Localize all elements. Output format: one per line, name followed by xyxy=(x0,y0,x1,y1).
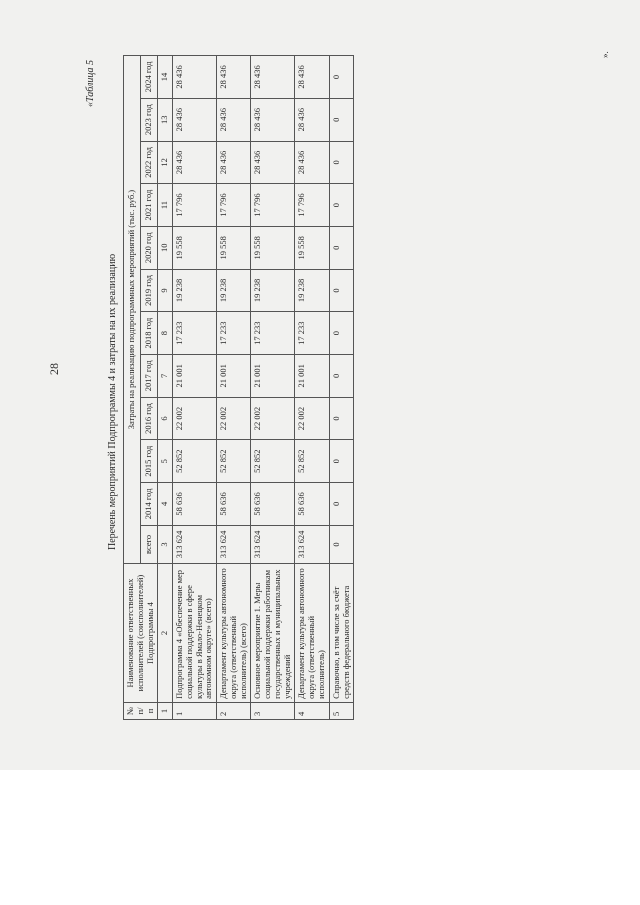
closing-quote: ». xyxy=(600,51,610,58)
index-cell: 5 xyxy=(158,440,173,483)
cell-value: 313 624 xyxy=(251,525,295,563)
table-caption: Перечень мероприятий Подпрограммы 4 и затраты на их реализацию xyxy=(107,253,118,550)
index-cell: 1 xyxy=(158,702,173,719)
index-cell: 9 xyxy=(158,269,173,312)
cell-value: 58 636 xyxy=(173,483,217,526)
header-year: 2021 год xyxy=(141,184,158,227)
index-cell: 8 xyxy=(158,312,173,355)
cell-value: 19 558 xyxy=(295,226,329,269)
cell-value: 52 852 xyxy=(295,440,329,483)
cell-value: 28 436 xyxy=(295,141,329,184)
cell-value: 21 001 xyxy=(217,354,251,397)
cost-table xyxy=(123,55,354,720)
cell-value: 21 001 xyxy=(295,354,329,397)
row-name: Департамент культуры автономного округа (ответственный исполнитель) xyxy=(295,564,329,703)
cell-value: 28 436 xyxy=(217,141,251,184)
cell-value: 19 238 xyxy=(251,269,295,312)
cell-value: 28 436 xyxy=(295,56,329,99)
cell-value: 22 002 xyxy=(251,397,295,440)
row-number: 4 xyxy=(295,702,329,719)
cell-value: 52 852 xyxy=(217,440,251,483)
cell-value: 17 233 xyxy=(295,312,329,355)
cell-value: 22 002 xyxy=(217,397,251,440)
cell-value: 19 558 xyxy=(173,226,217,269)
cell-value: 313 624 xyxy=(173,525,217,563)
cell-value: 58 636 xyxy=(217,483,251,526)
row-number: 2 xyxy=(217,702,251,719)
cell-value: 0 xyxy=(329,56,354,99)
cell-value: 17 233 xyxy=(217,312,251,355)
header-num: № п/п xyxy=(124,702,158,719)
row-number: 5 xyxy=(329,702,354,719)
cell-value: 0 xyxy=(329,226,354,269)
cell-value: 19 238 xyxy=(295,269,329,312)
cell-value: 22 002 xyxy=(295,397,329,440)
row-name: Основное мероприятие 1. Меры социальной поддержки работникам государственных и муниципальных учреждений xyxy=(251,564,295,703)
cell-value: 17 796 xyxy=(251,184,295,227)
header-year: 2014 год xyxy=(141,483,158,526)
cell-value: 21 001 xyxy=(251,354,295,397)
rotated-document xyxy=(5,40,625,730)
table-row xyxy=(173,56,217,720)
cell-value: 313 624 xyxy=(295,525,329,563)
cell-value: 0 xyxy=(329,141,354,184)
cell-value: 19 558 xyxy=(217,226,251,269)
index-cell: 10 xyxy=(158,226,173,269)
page-number: 28 xyxy=(47,363,61,375)
cell-value: 17 233 xyxy=(251,312,295,355)
table-row xyxy=(251,56,295,720)
header-year: 2017 год xyxy=(141,354,158,397)
cell-value: 19 238 xyxy=(217,269,251,312)
cell-value: 17 233 xyxy=(173,312,217,355)
index-cell: 3 xyxy=(158,525,173,563)
header-costs: Затраты на реализацию подпрограммных мероприятий (тыс. руб.) xyxy=(124,56,141,564)
row-name: Справочно, в том числе за счёт средств федерального бюджета xyxy=(329,564,354,703)
cell-value: 28 436 xyxy=(295,98,329,141)
cell-value: 58 636 xyxy=(251,483,295,526)
cell-value: 0 xyxy=(329,397,354,440)
table-row xyxy=(217,56,251,720)
index-cell: 14 xyxy=(158,56,173,99)
page-margin xyxy=(0,770,640,905)
index-cell: 12 xyxy=(158,141,173,184)
cell-value: 52 852 xyxy=(251,440,295,483)
index-row xyxy=(158,56,173,720)
cell-value: 19 238 xyxy=(173,269,217,312)
cell-value: 28 436 xyxy=(173,56,217,99)
table-row xyxy=(295,56,329,720)
header-year: 2022 год xyxy=(141,141,158,184)
cell-value: 58 636 xyxy=(295,483,329,526)
cell-value: 17 796 xyxy=(217,184,251,227)
header-year: 2023 год xyxy=(141,98,158,141)
cell-value: 28 436 xyxy=(173,98,217,141)
cell-value: 0 xyxy=(329,184,354,227)
cell-value: 17 796 xyxy=(173,184,217,227)
header-name: Наименование ответственных исполнителей (соисполнителей) Подпрограммы 4 xyxy=(124,564,158,703)
cell-value: 28 436 xyxy=(173,141,217,184)
cell-value: 0 xyxy=(329,98,354,141)
cell-value: 22 002 xyxy=(173,397,217,440)
header-year: 2024 год xyxy=(141,56,158,99)
header-year: 2019 год xyxy=(141,269,158,312)
index-cell: 11 xyxy=(158,184,173,227)
cell-value: 28 436 xyxy=(251,56,295,99)
cell-value: 0 xyxy=(329,440,354,483)
index-cell: 4 xyxy=(158,483,173,526)
cell-value: 28 436 xyxy=(217,56,251,99)
table-reference: «Таблица 5 xyxy=(85,60,96,107)
cell-value: 19 558 xyxy=(251,226,295,269)
index-cell: 2 xyxy=(158,564,173,703)
row-name: Департамент культуры автономного округа (ответственный исполнитель) (всего) xyxy=(217,564,251,703)
cell-value: 28 436 xyxy=(251,98,295,141)
header-year: 2015 год xyxy=(141,440,158,483)
header-year: 2016 год xyxy=(141,397,158,440)
row-number: 3 xyxy=(251,702,295,719)
cell-value: 0 xyxy=(329,354,354,397)
cell-value: 0 xyxy=(329,525,354,563)
header-total: всего xyxy=(141,525,158,563)
cell-value: 28 436 xyxy=(251,141,295,184)
cell-value: 313 624 xyxy=(217,525,251,563)
index-cell: 6 xyxy=(158,397,173,440)
index-cell: 7 xyxy=(158,354,173,397)
cell-value: 52 852 xyxy=(173,440,217,483)
cell-value: 0 xyxy=(329,269,354,312)
index-cell: 13 xyxy=(158,98,173,141)
cell-value: 21 001 xyxy=(173,354,217,397)
row-number: 1 xyxy=(173,702,217,719)
cell-value: 0 xyxy=(329,483,354,526)
header-year: 2018 год xyxy=(141,312,158,355)
table-row xyxy=(329,56,354,720)
header-year: 2020 год xyxy=(141,226,158,269)
row-name: Подпрограмма 4 «Обеспечение мер социальной поддержки в сфере культуры в Ямало-Ненецком автономном округе» (всего) xyxy=(173,564,217,703)
cell-value: 17 796 xyxy=(295,184,329,227)
cell-value: 0 xyxy=(329,312,354,355)
cell-value: 28 436 xyxy=(217,98,251,141)
